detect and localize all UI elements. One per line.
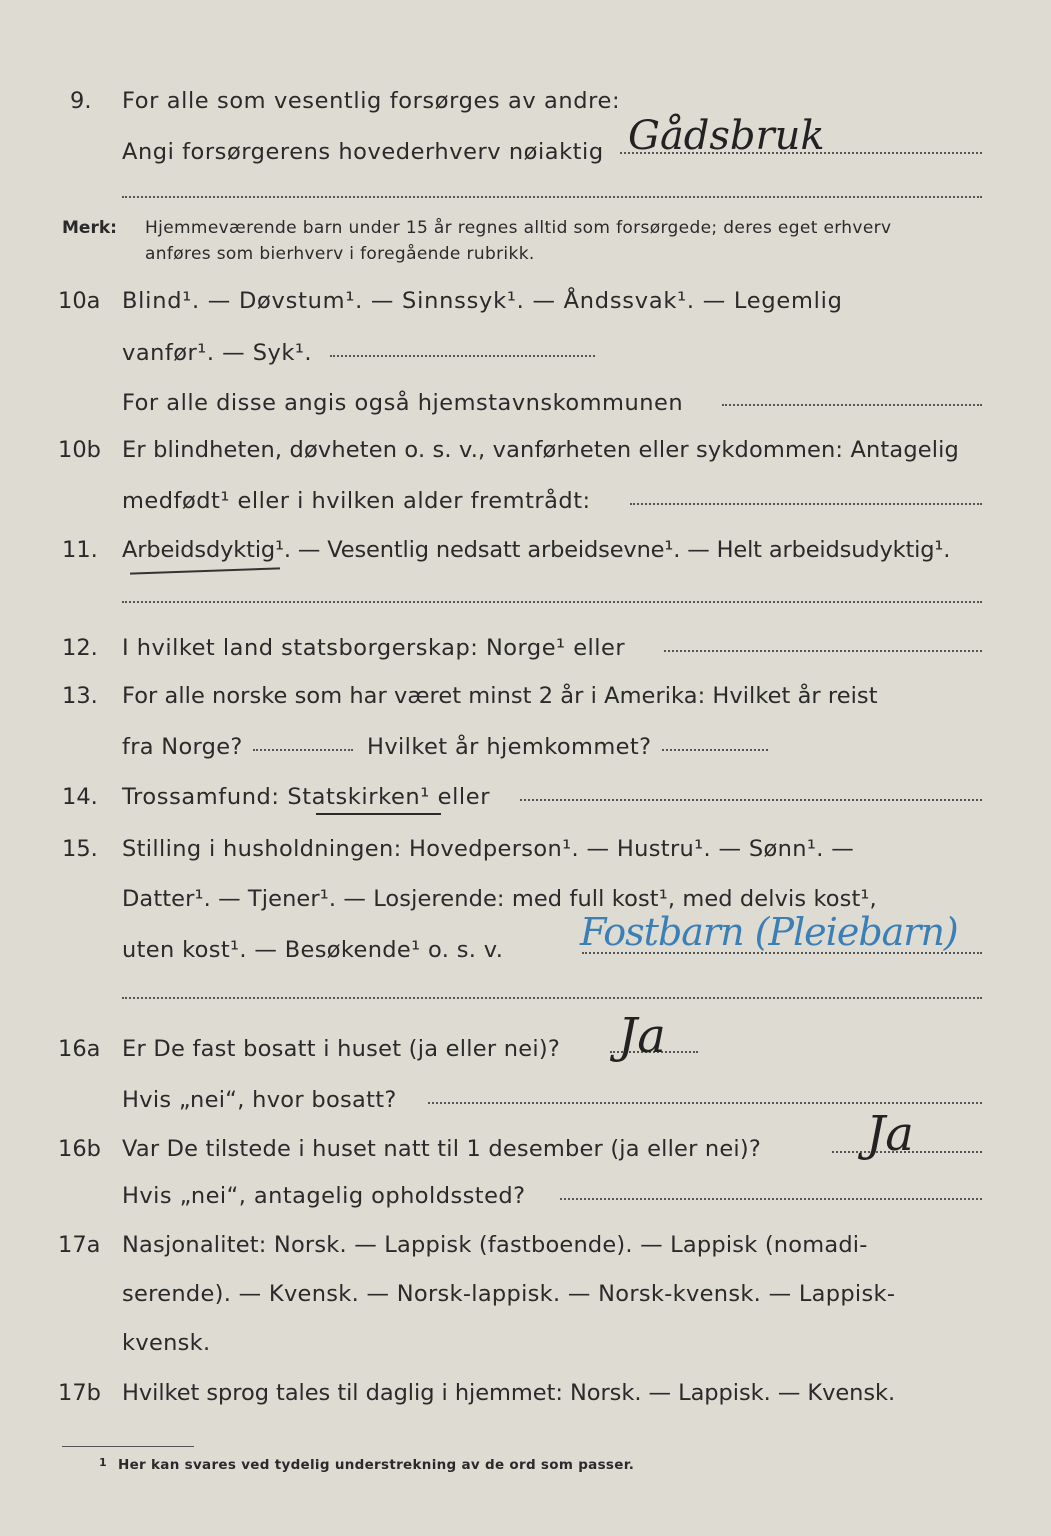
q10b-line2: medfødt¹ eller i hvilken alder fremtrådt: — [122, 488, 591, 514]
q9-line2: Angi forsørgerens hovederhverv nøiaktig — [122, 139, 604, 165]
q15-line1: Stilling i husholdningen: Hovedperson¹. — Hustru¹. — Sønn¹. — — [122, 836, 855, 862]
q15-number: 15. — [62, 836, 98, 862]
q13-line2a: fra Norge? — [122, 734, 243, 760]
q15-line2: Datter¹. — Tjener¹. — Losjerende: med full kost¹, med delvis kost¹, — [122, 886, 877, 912]
q14-line1: Trossamfund: Statskirken¹ eller — [122, 784, 491, 810]
footnote-text: Her kan svares ved tydelig understrekning av de ord som passer. — [118, 1457, 635, 1473]
merk-line2: anføres som bierhverv i foregående rubrikk. — [145, 244, 535, 264]
q17b-line1: Hvilket sprog tales til daglig i hjemmet: Norsk. — Lappisk. — Kvensk. — [122, 1380, 896, 1406]
q13-return-line — [662, 749, 768, 751]
q16b-line1: Var De tilstede i huset natt til 1 desember (ja eller nei)? — [122, 1136, 761, 1162]
q15-line3: uten kost¹. — Besøkende¹ o. s. v. — [122, 937, 504, 963]
q11-line1: Arbeidsdyktig¹. — Vesentlig nedsatt arbeidsevne¹. — Helt arbeidsudyktig¹. — [122, 537, 951, 563]
q15-handwritten-answer: Fostbarn (Pleiebarn) — [580, 910, 958, 954]
q16a-number: 16a — [58, 1036, 101, 1062]
q13-line2b: Hvilket år hjemkommet? — [367, 734, 652, 760]
q16a-handwritten-answer: Ja — [618, 1008, 666, 1064]
footnote-rule — [62, 1446, 194, 1447]
q15-extra-line — [122, 997, 982, 999]
q17a-number: 17a — [58, 1232, 101, 1258]
q9-line1: For alle som vesentlig forsørges av andre: — [122, 88, 621, 114]
q10a-line1: Blind¹. — Døvstum¹. — Sinnssyk¹. — Åndssvak¹. — Legemlig — [122, 288, 843, 314]
q11-extra-line — [122, 601, 982, 603]
q13-number: 13. — [62, 683, 98, 709]
q10a-number: 10a — [58, 288, 101, 314]
footnote-mark: 1 — [99, 1456, 107, 1469]
q14-answer-line — [520, 799, 982, 801]
q17a-line1: Nasjonalitet: Norsk. — Lappisk (fastboende). — Lappisk (nomadi- — [122, 1232, 868, 1258]
q10b-line1: Er blindheten, døvheten o. s. v., vanførheten eller sykdommen: Antagelig — [122, 437, 959, 463]
q14-number: 14. — [62, 784, 98, 810]
q14-handwritten-underline — [316, 813, 441, 815]
merk-label: Merk: — [62, 218, 117, 238]
q16b-handwritten-answer: Ja — [866, 1106, 914, 1162]
q10a-answer-line — [330, 355, 595, 357]
q16b-number: 16b — [58, 1136, 101, 1162]
q17a-line3: kvensk. — [122, 1330, 211, 1356]
q11-number: 11. — [62, 537, 98, 563]
q10b-number: 10b — [58, 437, 101, 463]
q17a-line2: serende). — Kvensk. — Norsk-lappisk. — Norsk-kvensk. — Lappisk- — [122, 1281, 896, 1307]
merk-line1: Hjemmeværende barn under 15 år regnes alltid som forsørgede; deres eget erhverv — [145, 218, 892, 238]
q16b-whereabouts-line — [560, 1198, 982, 1200]
q17b-number: 17b — [58, 1380, 101, 1406]
q12-line1: I hvilket land statsborgerskap: Norge¹ eller — [122, 635, 626, 661]
q13-line1: For alle norske som har været minst 2 år i Amerika: Hvilket år reist — [122, 683, 878, 709]
q16a-residence-line — [428, 1102, 982, 1104]
q16a-line1: Er De fast bosatt i huset (ja eller nei)? — [122, 1036, 561, 1062]
q16a-line2: Hvis „nei“, hvor bosatt? — [122, 1087, 397, 1113]
q9-number: 9. — [70, 88, 92, 114]
q10a-line2: vanfør¹. — Syk¹. — [122, 340, 313, 366]
q16b-line2: Hvis „nei“, antagelig opholdssted? — [122, 1183, 526, 1209]
q13-departure-line — [253, 749, 353, 751]
q10a-home-line — [722, 404, 982, 406]
q9-handwritten-answer: Gådsbruk — [628, 113, 825, 159]
q12-number: 12. — [62, 635, 98, 661]
q10a-line3: For alle disse angis også hjemstavnskommunen — [122, 390, 684, 416]
q12-answer-line — [664, 650, 982, 652]
q9-extra-line — [122, 196, 982, 198]
q11-handwritten-underline — [130, 567, 280, 574]
q10b-answer-line — [630, 503, 982, 505]
